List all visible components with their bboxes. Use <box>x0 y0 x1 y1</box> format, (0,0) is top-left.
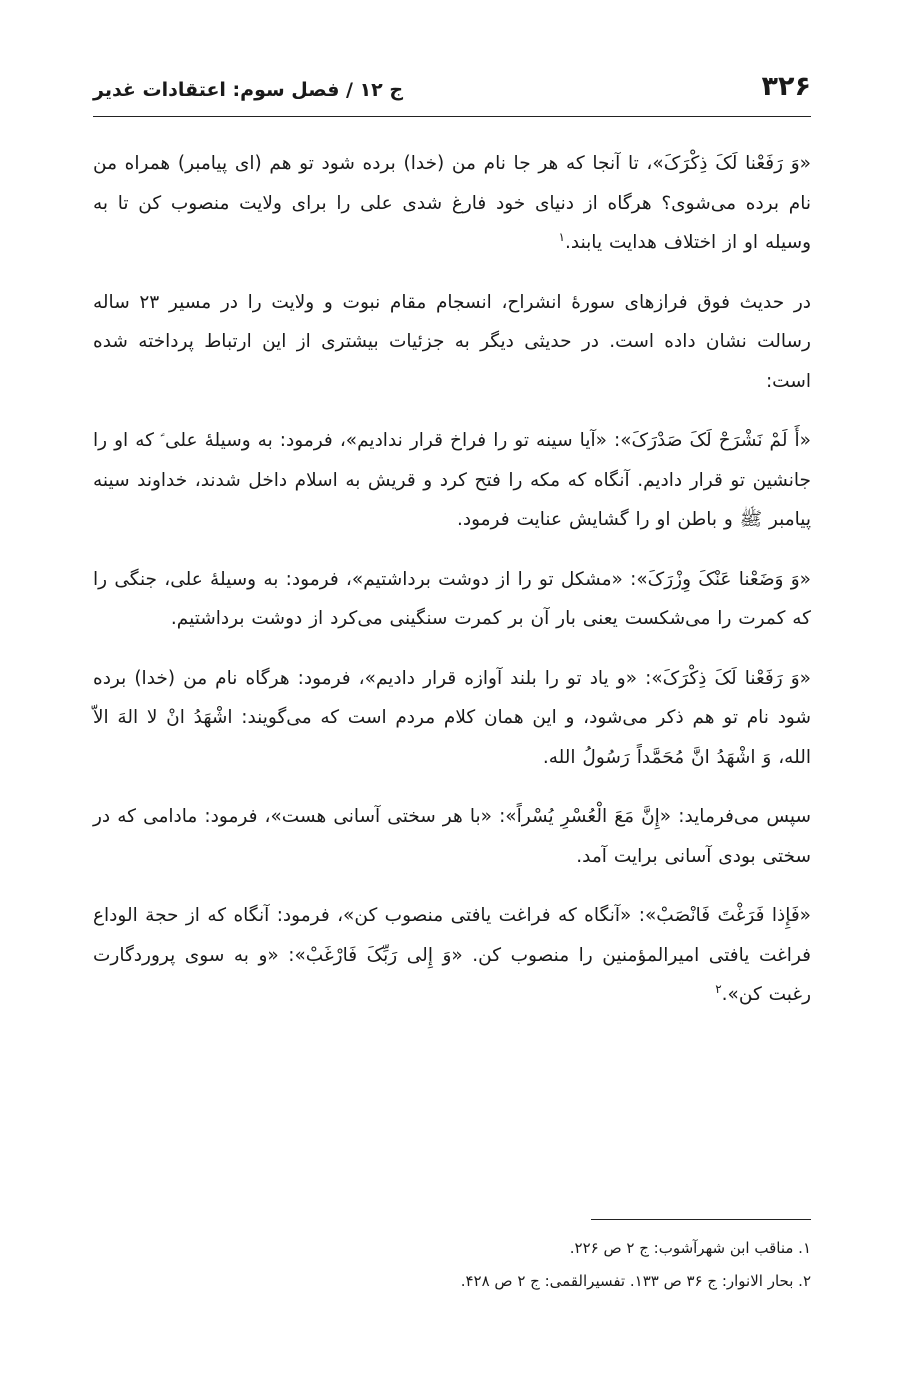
footnote-ref-1: ۱ <box>558 229 565 244</box>
paragraph-6 <box>93 797 811 876</box>
paragraph-7-text: «فَإِذا فَرَغْتَ فَانْصَبْ»: «آنگاه که فراغت یافتی منصوب کن»، فرمود: آنگاه که از حجة الوداع فراغت یافتی امیرالمؤمنین را منصوب کن. «وَ إِلی رَبِّکَ فَارْغَبْ»: «و به سوی پروردگارت رغبت کن». <box>93 905 811 1005</box>
paragraph-5 <box>93 659 811 778</box>
paragraph-5-text: «وَ رَفَعْنا لَکَ ذِکْرَکَ»: «و یاد تو را بلند آوازه قرار دادیم»، فرمود: هرگاه نام من (خدا) برده شود نام تو هم ذکر می‌شود، و این همان کلام مردم است که می‌گویند: اشْهَدُ انْ لا الهَ الاّ الله، وَ اشْهَدُ انَّ مُحَمَّداً رَسُولُ الله. <box>93 667 811 768</box>
body-text <box>93 144 811 1035</box>
paragraph-7 <box>93 896 811 1015</box>
footnote-ref-2: ۲ <box>715 981 722 996</box>
page-header <box>93 68 811 108</box>
paragraph-1-text: «وَ رَفَعْنا لَکَ ذِکْرَکَ»، تا آنجا که هر جا نام من (خدا) برده شود تو هم (ای پیامبر) همراه من نام برده می‌شوی؟ هرگاه از دنیای خود فارغ شدی علی را برای ولایت منصوب کن تا به وسیله او از اختلاف هدایت یابند. <box>93 153 811 253</box>
paragraph-3 <box>93 421 811 540</box>
paragraph-3-text: «أَ لَمْ نَشْرَحْ لَکَ صَدْرَکَ»: «آیا سینه تو را فراخ قرار ندادیم»، فرمود: به وسیلهٔ علی ؑ که او را جانشین تو قرار دادیم. آنگاه که مکه را فتح کرد و قریش به اسلام داخل شدند، خداوند سینه پیامبر ﷺ و باطن او را گشایش عنایت فرمود. <box>93 430 811 530</box>
paragraph-4 <box>93 560 811 639</box>
footnotes <box>93 1232 811 1298</box>
page-number: ۳۲۶ <box>761 71 811 102</box>
running-title: ج ۱۲ / فصل سوم: اعتقادات غدیر <box>93 79 404 101</box>
footnote-1: ۱. مناقب ابن شهرآشوب: ج ۲ ص ۲۲۶. <box>569 1239 811 1257</box>
footnote-2: ۲. بحار الانوار: ج ۳۶ ص ۱۳۳. تفسیرالقمی: ج ۲ ص ۴۲۸. <box>460 1272 811 1290</box>
paragraph-4-text: «وَ وَضَعْنا عَنْکَ وِزْرَکَ»: «مشکل تو را از دوشت برداشتیم»، فرمود: به وسیلهٔ علی، جنگی را که کمرت را می‌شکست یعنی بار آن بر کمرت سنگینی می‌کرد از دوشت برداشتیم. <box>93 568 811 629</box>
paragraph-2-text: در حدیث فوق فرازهای سورهٔ انشراح، انسجام مقام نبوت و ولایت را در مسیر ۲۳ ساله رسالت نشان داده است. در حدیثی دیگر به جزئیات بیشتری از این ارتباط پرداخته شده است: <box>93 291 811 392</box>
paragraph-1 <box>93 144 811 263</box>
paragraph-2 <box>93 283 811 402</box>
footnote-rule <box>591 1219 811 1220</box>
header-rule <box>93 116 811 117</box>
paragraph-6-text: سپس می‌فرماید: «إِنَّ مَعَ الْعُسْرِ یُسْراً»: «با هر سختی آسانی هست»، فرمود: مادامی که در سختی بودی آسانی برایت آمد. <box>93 806 811 867</box>
